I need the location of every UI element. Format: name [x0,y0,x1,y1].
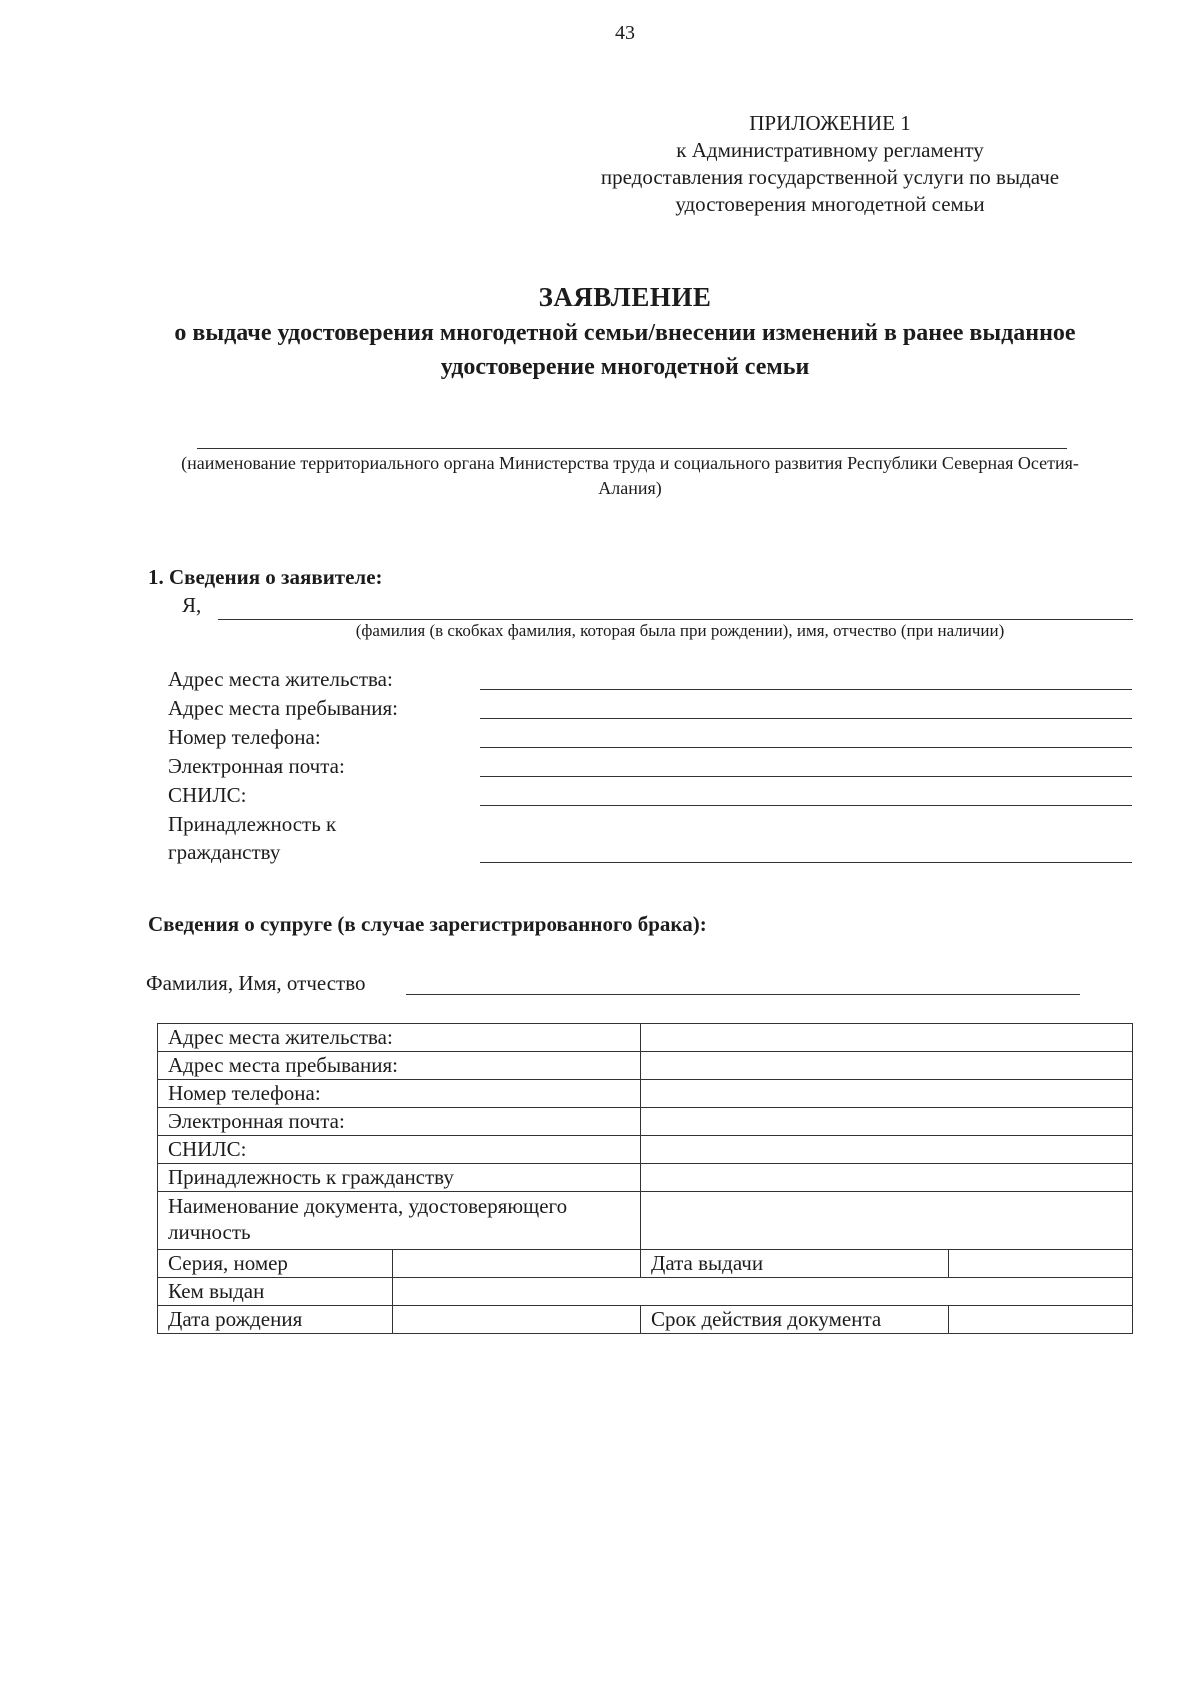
appendix-line: предоставления государственной услуги по выдаче [600,165,1060,189]
stay-address-label: Адрес места пребывания: [168,696,399,720]
appendix-line: к Административному регламенту [676,138,984,162]
spouse-section-heading: Сведения о супруге (в случае зарегистрированного брака): [148,912,707,936]
snils-line[interactable] [480,805,1132,806]
residence-address-line[interactable] [480,689,1132,690]
appendix-heading: ПРИЛОЖЕНИЕ 1 [749,111,911,135]
row-label: Адрес места жительства: [158,1024,641,1052]
row-value-cell[interactable] [641,1136,1133,1164]
spouse-fio-label: Фамилия, Имя, отчество [146,971,366,995]
row-label: Номер телефона: [158,1080,641,1108]
row-value-cell[interactable] [641,1052,1133,1080]
issued-by-value-cell[interactable] [393,1278,1133,1306]
table-row [158,1278,1133,1306]
table-row [158,1250,1133,1278]
table-row [158,1306,1133,1334]
appendix-block [540,110,1120,218]
table-row [158,1192,1133,1250]
series-number-label: Серия, номер [158,1250,393,1278]
issue-date-value-cell[interactable] [949,1250,1133,1278]
row-label: СНИЛС: [158,1136,641,1164]
table-row [158,1164,1133,1192]
table-row [158,1108,1133,1136]
validity-value-cell[interactable] [949,1306,1133,1334]
issue-date-label: Дата выдачи [641,1250,949,1278]
row-label: Принадлежность к гражданству [158,1164,641,1192]
page-number: 43 [615,22,635,44]
row-label: Электронная почта: [158,1108,641,1136]
applicant-i-label: Я, [182,593,202,617]
series-number-value-cell[interactable] [393,1250,641,1278]
validity-label: Срок действия документа [641,1306,949,1334]
org-name-caption: (наименование территориального органа Министерства труда и социального развития Республики Северная Осетия-Алания) [181,453,1079,498]
row-label: Наименование документа, удостоверяющего личность [158,1192,641,1250]
snils-label: СНИЛС: [168,783,247,807]
applicant-section-heading: 1. Сведения о заявителе: [148,565,383,589]
applicant-name-line[interactable] [218,619,1133,620]
issued-by-label: Кем выдан [158,1278,393,1306]
spouse-details-table [157,1023,1133,1334]
table-row [158,1136,1133,1164]
appendix-line: удостоверения многодетной семьи [675,192,985,216]
document-subtitle: о выдаче удостоверения многодетной семьи/внесении изменений в ранее выданное удостоверение многодетной семьи [174,320,1076,380]
email-line[interactable] [480,776,1132,777]
spouse-fio-line[interactable] [406,994,1080,995]
document-title: ЗАЯВЛЕНИЕ [538,282,712,312]
table-row [158,1080,1133,1108]
phone-line[interactable] [480,747,1132,748]
row-label: Адрес места пребывания: [158,1052,641,1080]
table-row [158,1052,1133,1080]
row-value-cell[interactable] [641,1192,1133,1250]
table-row [158,1024,1133,1052]
row-value-cell[interactable] [641,1164,1133,1192]
birth-date-label: Дата рождения [158,1306,393,1334]
phone-label: Номер телефона: [168,725,321,749]
citizenship-line[interactable] [480,862,1132,863]
residence-address-label: Адрес места жительства: [168,667,393,691]
row-value-cell[interactable] [641,1108,1133,1136]
row-value-cell[interactable] [641,1080,1133,1108]
row-value-cell[interactable] [641,1024,1133,1052]
email-label: Электронная почта: [168,754,345,778]
applicant-name-caption: (фамилия (в скобках фамилия, которая была при рождении), имя, отчество (при наличии) [355,621,1005,640]
stay-address-line[interactable] [480,718,1132,719]
org-name-line[interactable] [197,448,1067,449]
birth-date-value-cell[interactable] [393,1306,641,1334]
citizenship-label: Принадлежность к гражданству [168,812,337,864]
